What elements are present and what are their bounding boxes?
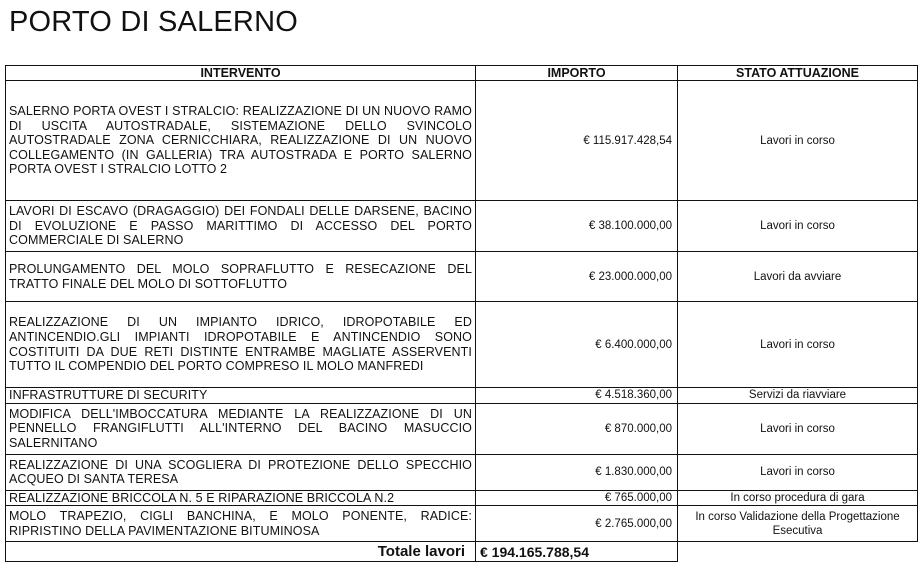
table-row [6, 454, 918, 490]
row-stato: Lavori in corso [678, 454, 918, 490]
row-importo: € 23.000.000,00 [476, 252, 678, 302]
row-importo: € 115.917.428,54 [476, 81, 678, 201]
table-row [6, 252, 918, 302]
row-intervento: PROLUNGAMENTO DEL MOLO SOPRAFLUTTO E RESECAZIONE DEL TRATTO FINALE DEL MOLO DI SOTTOFLUTTO [6, 252, 476, 302]
total-empty-cell [678, 542, 918, 562]
row-stato: Lavori in corso [678, 81, 918, 201]
row-intervento: MODIFICA DELL'IMBOCCATURA MEDIANTE LA REALIZZAZIONE DI UN PENNELLO FRANGIFLUTTI ALL'INTERNO DEL BACINO MASUCCIO SALERNITANO [6, 403, 476, 454]
row-importo: € 38.100.000,00 [476, 201, 678, 252]
total-label: Totale lavori [6, 542, 476, 562]
table-row [6, 506, 918, 542]
row-stato: In corso Validazione della Progettazione Esecutiva [678, 506, 918, 542]
header-intervento: INTERVENTO [6, 66, 476, 81]
row-stato: Servizi da riavviare [678, 388, 918, 404]
table-row [6, 81, 918, 201]
row-importo: € 2.765.000,00 [476, 506, 678, 542]
row-stato: Lavori in corso [678, 302, 918, 388]
total-row [6, 542, 918, 562]
works-table [5, 65, 918, 562]
row-intervento: MOLO TRAPEZIO, CIGLI BANCHINA, E MOLO PONENTE, RADICE: RIPRISTINO DELLA PAVIMENTAZIONE BITUMINOSA [6, 506, 476, 542]
row-importo: € 4.518.360,00 [476, 388, 678, 404]
row-stato: Lavori in corso [678, 201, 918, 252]
row-stato: In corso procedura di gara [678, 490, 918, 506]
total-value: € 194.165.788,54 [476, 542, 678, 562]
header-importo: IMPORTO [476, 66, 678, 81]
row-importo: € 1.830.000,00 [476, 454, 678, 490]
table-row [6, 490, 918, 506]
row-intervento: REALIZZAZIONE BRICCOLA N. 5 E RIPARAZIONE BRICCOLA N.2 [6, 490, 476, 506]
row-intervento: LAVORI DI ESCAVO (DRAGAGGIO) DEI FONDALI DELLE DARSENE, BACINO DI EVOLUZIONE E PASSO MARITTIMO DI ACCESSO DEL PORTO COMMERCIALE DI SALERNO [6, 201, 476, 252]
row-importo: € 6.400.000,00 [476, 302, 678, 388]
table-header-row [6, 66, 918, 81]
table-row [6, 403, 918, 454]
row-importo: € 765.000,00 [476, 490, 678, 506]
row-importo: € 870.000,00 [476, 403, 678, 454]
row-intervento: REALIZZAZIONE DI UN IMPIANTO IDRICO, IDROPOTABILE ED ANTINCENDIO.GLI IMPIANTI IDROPOTABILE E ANTINCENDIO SONO COSTITUITI DA DUE RETI DISTINTE ENTRAMBE MAGLIATE ASSERVENTI TUTTO IL COMPENDIO DEL PORTO COMPRESO IL MOLO MANFREDI [6, 302, 476, 388]
row-intervento: REALIZZAZIONE DI UNA SCOGLIERA DI PROTEZIONE DELLO SPECCHIO ACQUEO DI SANTA TERESA [6, 454, 476, 490]
page-title: PORTO DI SALERNO [9, 6, 298, 38]
table-row [6, 201, 918, 252]
row-stato: Lavori da avviare [678, 252, 918, 302]
table-row [6, 302, 918, 388]
header-stato: STATO ATTUAZIONE [678, 66, 918, 81]
row-intervento: INFRASTRUTTURE DI SECURITY [6, 388, 476, 404]
table-row [6, 388, 918, 404]
row-intervento: SALERNO PORTA OVEST I STRALCIO: REALIZZAZIONE DI UN NUOVO RAMO DI USCITA AUTOSTRADALE, SISTEMAZIONE DELLO SVINCOLO AUTOSTRADALE ZONA CERNICCHIARA, REALIZZAZIONE DI UN NUOVO COLLEGAMENTO (IN GALLERIA) TRA AUTOSTRADA E PORTO SALERNO PORTA OVEST I STRALCIO LOTTO 2 [6, 81, 476, 201]
row-stato: Lavori in corso [678, 403, 918, 454]
